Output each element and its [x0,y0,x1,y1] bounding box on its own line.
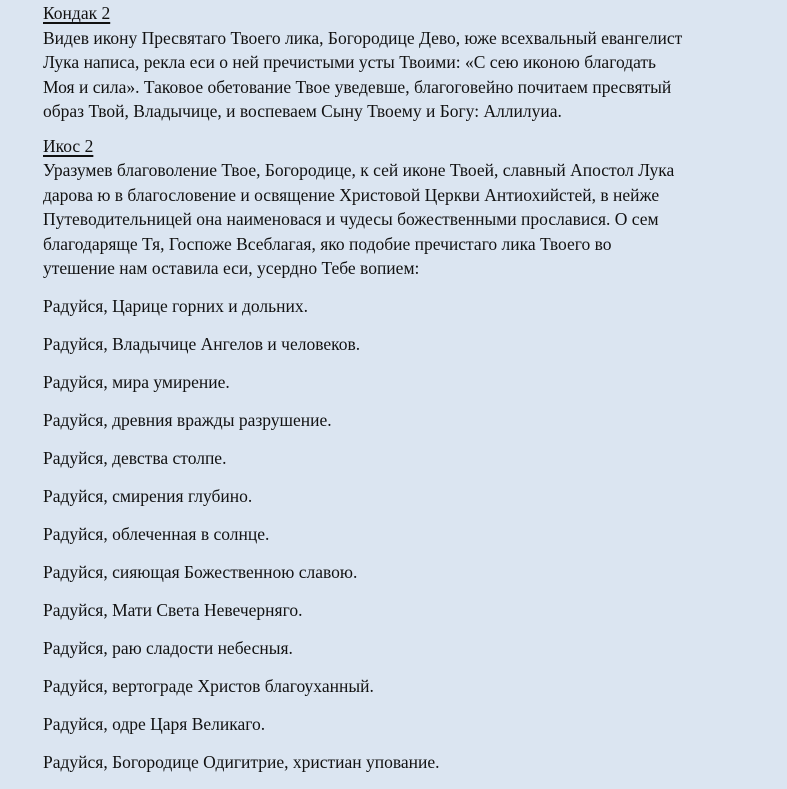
chant-line: Радуйся, одре Царя Великаго. [43,713,266,734]
ikos-heading: Икос 2 [43,135,94,156]
ikos-line: Путеводительницей она наименовася и чудесы божественными прославися. О сем [43,209,659,229]
chant-line: Радуйся, облеченная в солнце. [43,523,270,544]
kondak-text [43,26,767,124]
ikos-text [43,158,767,281]
kondak-section [43,1,767,124]
chant-line: Радуйся, девства столпе. [43,447,227,468]
chant-line: Радуйся, раю сладости небесныя. [43,637,293,658]
ikos-line: Уразумев благоволение Твое, Богородице, к сей иконе Твоей, славный Апостол Лука [43,160,675,180]
kondak-line: Лука написа, рекла еси о ней пречистыми усты Твоими: «С сею иконою благодать [43,52,657,72]
kondak-line: образ Твой, Владычице, и воспеваем Сыну Твоему и Богу: Аллилуиа. [43,101,562,121]
chant-line: Радуйся, Царице горних и дольних. [43,295,308,316]
ikos-line: благодаряще Тя, Госпоже Всеблагая, яко подобие пречистаго лика Твоего во [43,233,612,254]
ikos-line: дарова ю в благословение и освящение Христовой Церкви Антиохийстей, в нейже [43,184,660,205]
chant-line: Радуйся, сияющая Божественною славою. [43,561,358,582]
chant-line: Радуйся, мира умирение. [43,371,230,392]
chant-line: Радуйся, смирения глубино. [43,485,253,506]
chant-line: Радуйся, древния вражды разрушение. [43,409,332,430]
chant-line: Радуйся, Владычице Ангелов и человеков. [43,333,361,354]
ikos-line: утешение нам оставила еси, усердно Тебе вопием: [43,258,420,278]
kondak-line: Видев икону Пресвятаго Твоего лика, Богородице Дево, юже всехвальный евангелист [43,27,683,48]
chant-list [43,294,767,788]
ikos-section [43,134,767,788]
chant-line: Радуйся, Мати Света Невечерняго. [43,599,303,620]
kondak-heading: Кондак 2 [43,3,111,23]
kondak-line: Моя и сила». Таковое обетование Твое уведевше, благоговейно почитаем пресвятый [43,76,672,97]
chant-line: Радуйся, вертограде Христов благоуханный. [43,675,374,696]
chant-line: Радуйся, Богородице Одигитрие, христиан упование. [43,751,440,772]
